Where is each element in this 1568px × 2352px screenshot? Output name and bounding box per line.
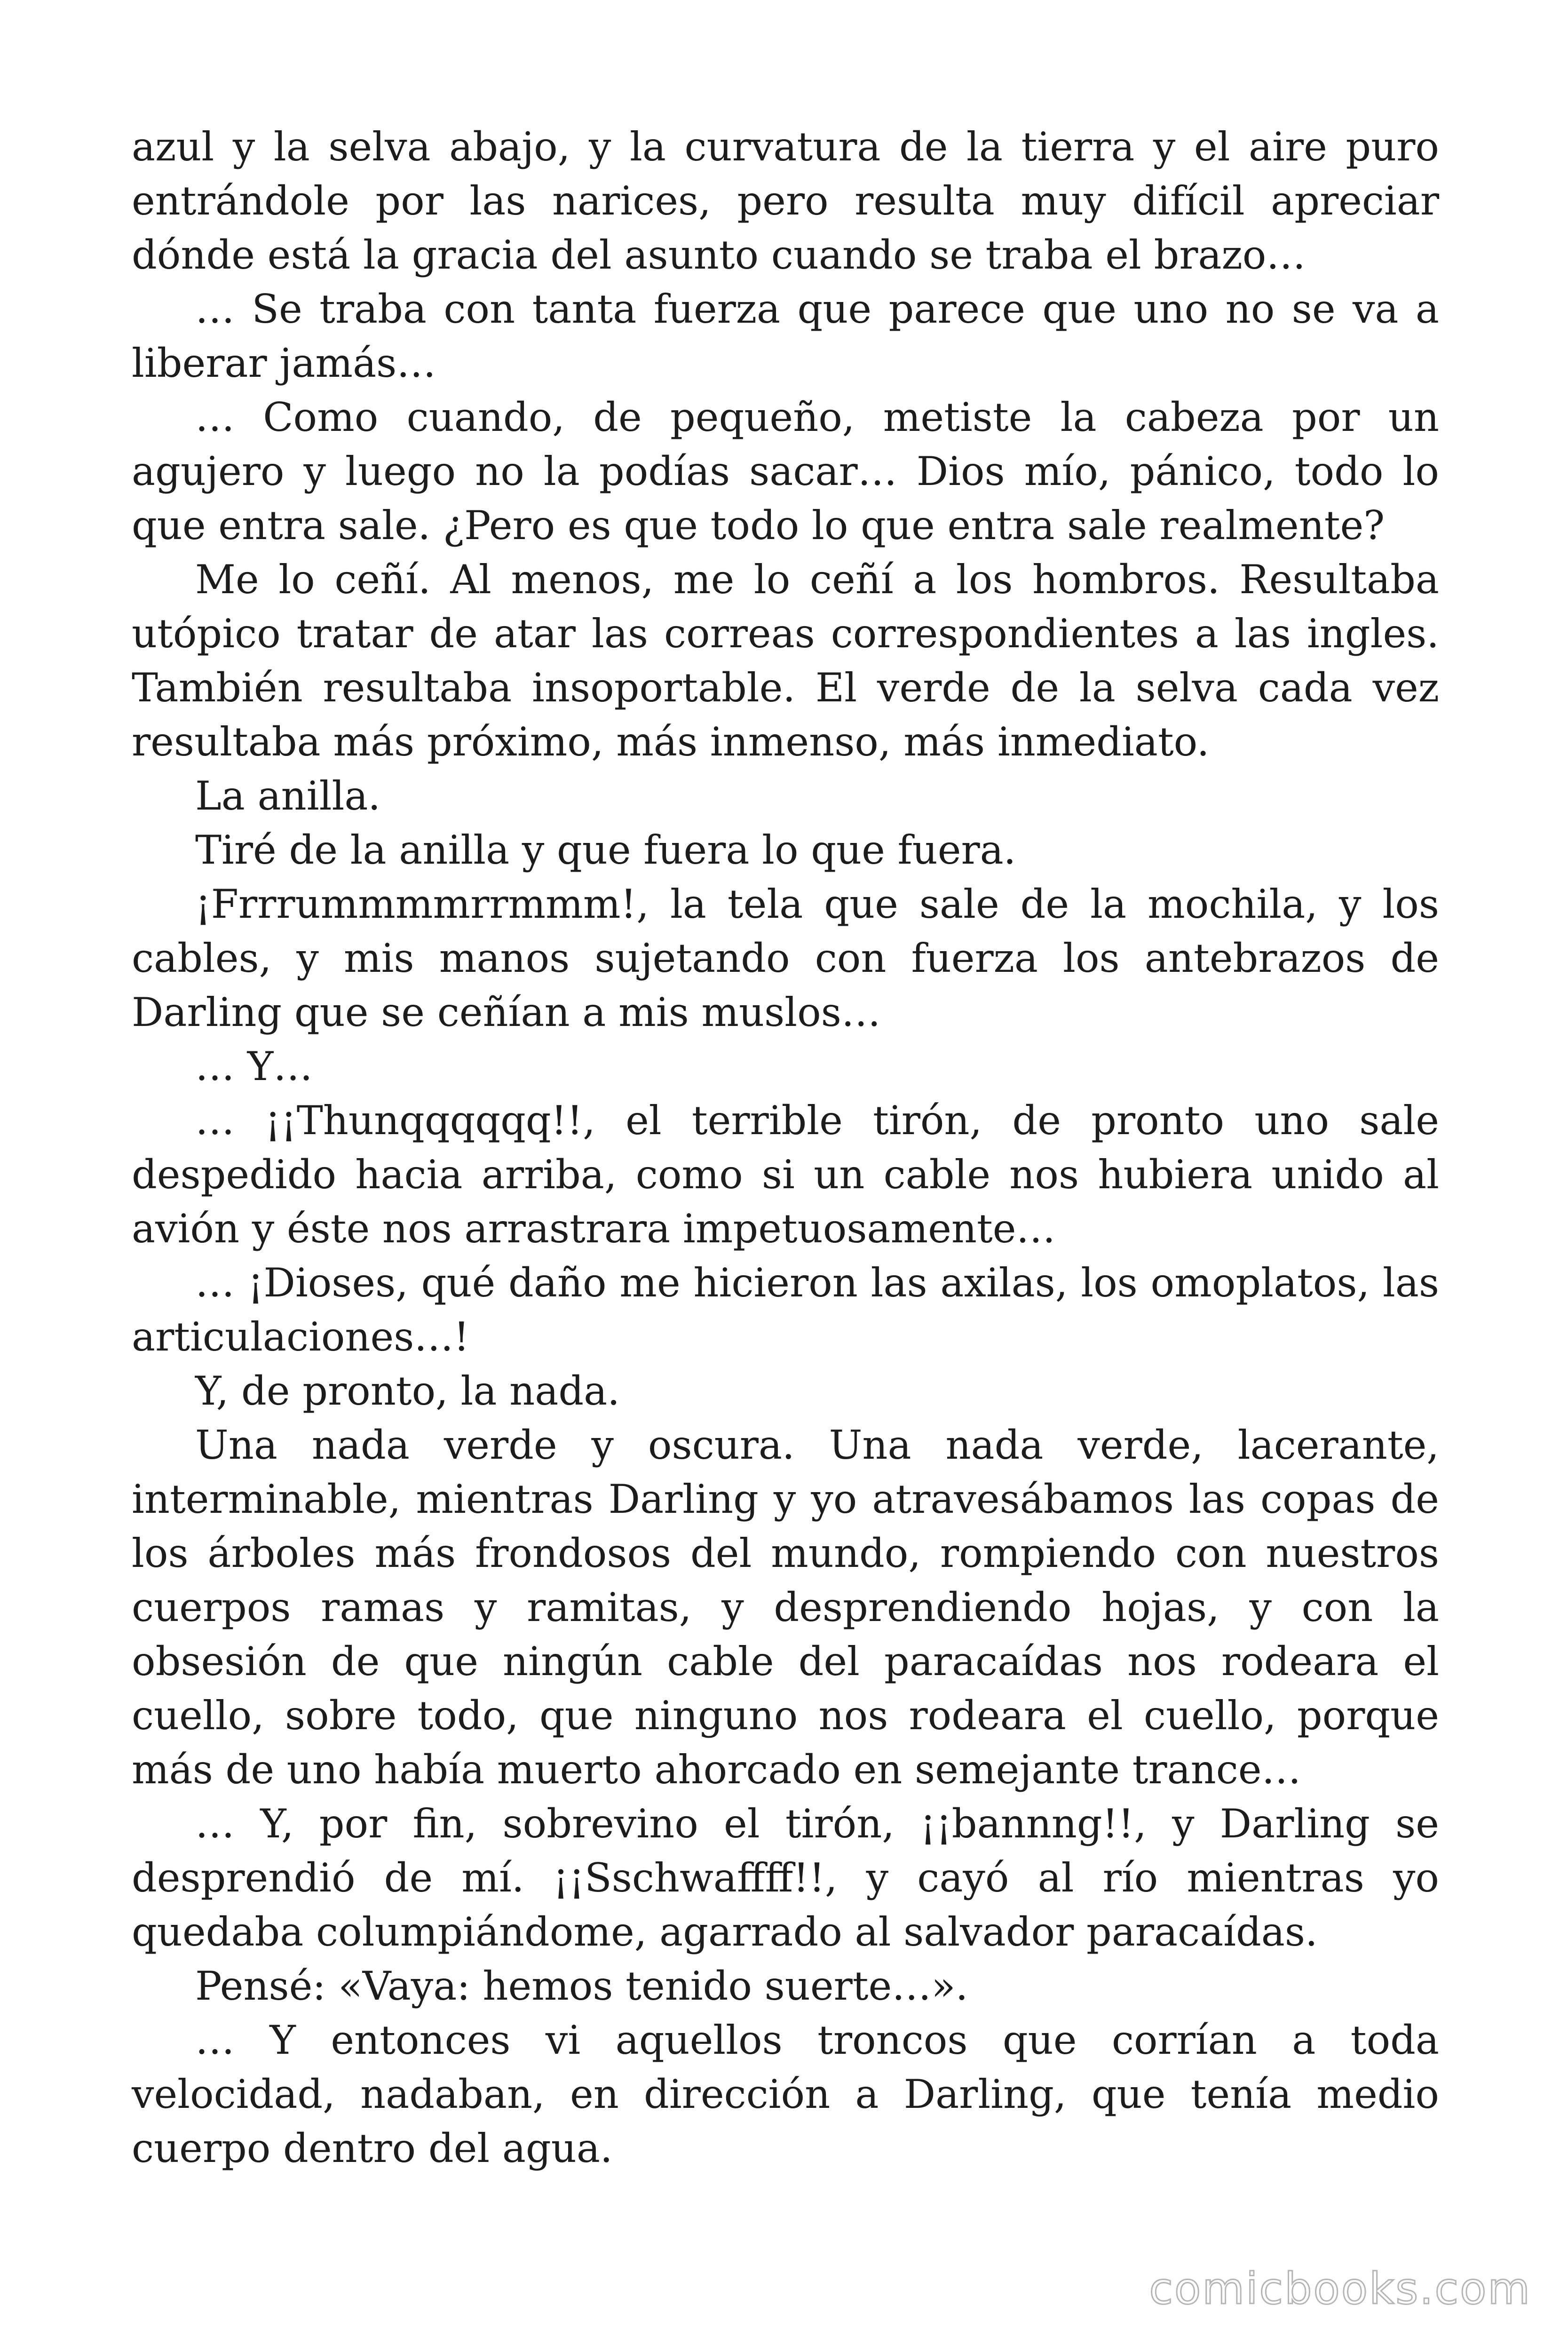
paragraph: … Y, por fin, sobrevino el tirón, ¡¡bannng!!, y Darling se desprendió de mí. ¡¡Sschwaffff!!, y cayó al río mientras yo quedaba columpiándome, agarrado al salvador paracaídas. bbox=[132, 1801, 1439, 1955]
paragraph: … ¡Dioses, qué daño me hicieron las axilas, los omoplatos, las articulaciones…! bbox=[132, 1260, 1439, 1360]
paragraph: Y, de pronto, la nada. bbox=[195, 1368, 620, 1414]
paragraph: … Como cuando, de pequeño, metiste la cabeza por un agujero y luego no la podías sacar… Dios mío, pánico, todo lo que entra sale. ¿Pero es que todo lo que entra sale realmente? bbox=[132, 394, 1439, 548]
paragraph: Me lo ceñí. Al menos, me lo ceñí a los hombros. Resultaba utópico tratar de atar las correas correspondientes a las ingles. También resultaba insoportable. El verde de la selva cada vez resultaba más próximo, más inmenso, más inmediato. bbox=[132, 556, 1439, 765]
paragraph: La anilla. bbox=[195, 773, 381, 819]
paragraph: ¡Frrrummmmrrmmm!, la tela que sale de la mochila, y los cables, y mis manos sujetando con fuerza los antebrazos de Darling que se ceñían a mis muslos… bbox=[132, 881, 1439, 1035]
paragraph: Pensé: «Vaya: hemos tenido suerte…». bbox=[195, 1963, 968, 2009]
watermark-text: comicbooks.com bbox=[1149, 2264, 1531, 2314]
page-text bbox=[132, 120, 1439, 2176]
paragraph: Una nada verde y oscura. Una nada verde, lacerante, interminable, mientras Darling y yo atravesábamos las copas de los árboles más frondosos del mundo, rompiendo con nuestros cuerpos ramas y ramitas, y desprendiendo hojas, y con la obsesión de que ningún cable del paracaídas nos rodeara el cuello, sobre todo, que ninguno nos rodeara el cuello, porque más de uno había muerto ahorcado en semejante trance… bbox=[132, 1422, 1439, 1793]
paragraph: azul y la selva abajo, y la curvatura de la tierra y el aire puro entrándole por las narices, pero resulta muy difícil apreciar dónde está la gracia del asunto cuando se traba el brazo… bbox=[132, 124, 1439, 278]
paragraph: … Se traba con tanta fuerza que parece que uno no se va a liberar jamás… bbox=[132, 286, 1439, 386]
paragraph: Tiré de la anilla y que fuera lo que fuera. bbox=[195, 827, 1016, 873]
paragraph: … Y entonces vi aquellos troncos que corrían a toda velocidad, nadaban, en dirección a Darling, que tenía medio cuerpo dentro del agua. bbox=[132, 2017, 1439, 2171]
paragraph: … Y… bbox=[195, 1043, 313, 1089]
paragraph: … ¡¡Thunqqqqqq!!, el terrible tirón, de pronto uno sale despedido hacia arriba, como si un cable nos hubiera unido al avión y éste nos arrastrara impetuosamente… bbox=[132, 1097, 1439, 1252]
